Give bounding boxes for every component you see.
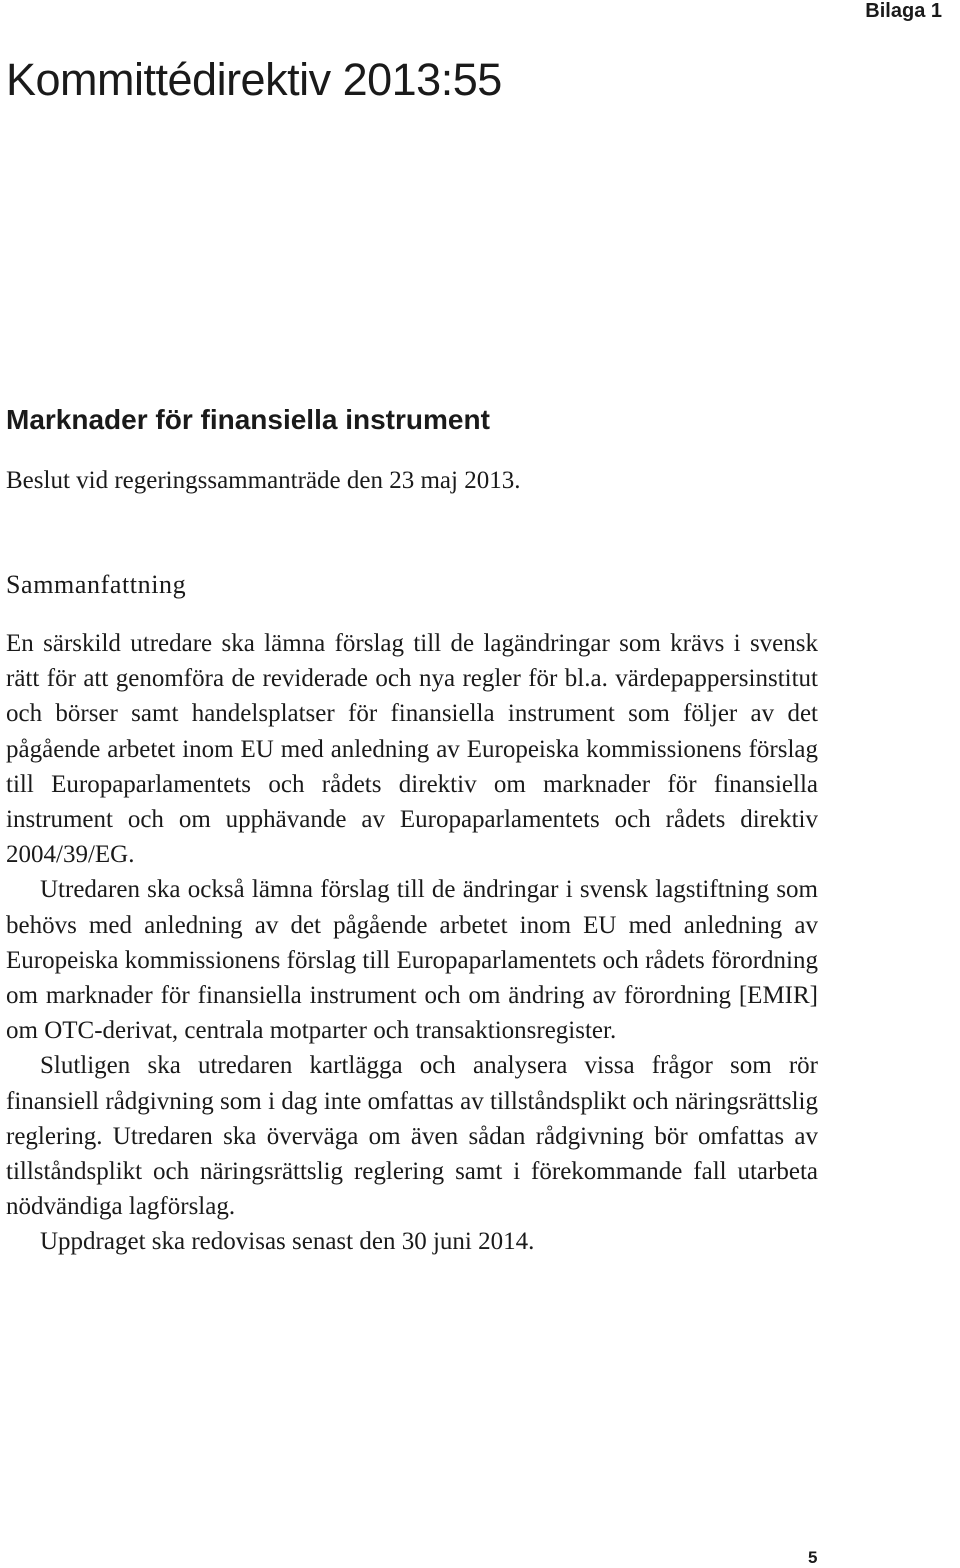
summary-heading: Sammanfattning: [6, 570, 187, 599]
page-number: 5: [808, 1548, 818, 1567]
summary-paragraph-4: Uppdraget ska redovisas senast den 30 juni 2014.: [40, 1228, 535, 1256]
summary-paragraph-3: Slutligen ska utredaren kartlägga och analysera vissa frågor som rör finansiell rådgivning som i dag inte omfattas av tillståndsplikt och näringsrättslig reglering. Utredaren ska överväga om även sådan rådgivning bör omfattas av tillståndsplikt och näringsrättslig reglering samt i förekommande fall utarbeta nödvändiga lagförslag.: [6, 1052, 818, 1221]
summary-paragraph-1: En särskild utredare ska lämna förslag till de lagändringar som krävs i svensk rätt för att genomföra de reviderade och nya regler för bl.a. värdepappersinstitut och börser samt handelsplatser för finansiella instrument som följer av det pågående arbetet inom EU med anledning av Europeiska kommissionens förslag till Europaparlamentets och rådets direktiv om marknader för finansiella instrument och om upphävande av Europaparlamentets och rådets direktiv 2004/39/EG.: [6, 630, 818, 869]
summary-body: [6, 626, 818, 1260]
decision-statement: Beslut vid regeringssammanträde den 23 maj 2013.: [6, 467, 521, 494]
document-subject: Marknader för finansiella instrument: [6, 404, 490, 435]
summary-paragraph-2: Utredaren ska också lämna förslag till de ändringar i svensk lagstiftning som behövs med anledning av det pågående arbetet inom EU med anledning av Europeiska kommissionens förslag till Europaparlamentets och rådets förordning om marknader för finansiella instrument och om ändring av förordning [EMIR] om OTC-derivat, centrala motparter och transaktionsregister.: [6, 876, 818, 1045]
document-title: Kommittédirektiv 2013:55: [6, 54, 502, 105]
annex-label: Bilaga 1: [865, 0, 942, 22]
